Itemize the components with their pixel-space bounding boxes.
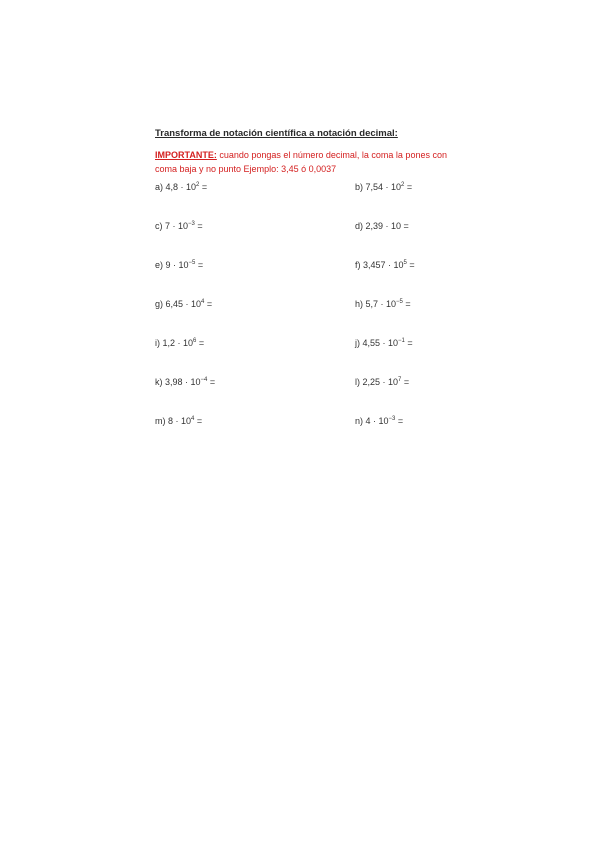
exercise-equals: =: [204, 299, 213, 309]
exercise-equals: =: [402, 299, 411, 309]
exercise-item: [355, 221, 409, 231]
exercise-label: m): [155, 416, 168, 426]
exercise-equals: =: [199, 182, 208, 192]
exercise-equals: =: [406, 260, 415, 270]
exercise-exponent: 6: [193, 338, 197, 344]
exercise-label: e): [155, 260, 166, 270]
exercise-item: [155, 299, 212, 309]
exercise-base: 7 · 10: [165, 221, 189, 231]
exercise-base: 5,7 · 10: [365, 299, 397, 309]
exercise-item: [355, 416, 403, 426]
exercise-item: [155, 182, 207, 192]
exercise-exponent: 2: [401, 182, 405, 188]
exercise-exponent: 2: [196, 182, 200, 188]
exercise-base: 7,54 · 10: [365, 182, 402, 192]
exercise-equals: =: [404, 338, 413, 348]
exercise-base: 4 · 10: [365, 416, 389, 426]
exercise-base: 4,8 · 10: [165, 182, 197, 192]
exercise-label: g): [155, 299, 166, 309]
exercise-label: j): [355, 338, 363, 348]
exercise-base: 1,2 · 10: [162, 338, 194, 348]
exercise-exponent: −4: [200, 377, 208, 383]
exercise-base: 6,45 · 10: [165, 299, 202, 309]
exercise-item: [355, 260, 415, 270]
exercise-item: [155, 221, 203, 231]
exercise-exponent: −1: [398, 338, 405, 344]
important-keyword: IMPORTANTE:: [155, 150, 217, 160]
exercise-exponent: 4: [191, 416, 195, 422]
exercise-exponent: 5: [403, 260, 407, 266]
exercise-item: [355, 377, 409, 387]
exercise-base: 4,55 · 10: [362, 338, 399, 348]
exercise-label: f): [355, 260, 363, 270]
exercise-label: k): [155, 377, 165, 387]
exercise-equals: =: [395, 416, 404, 426]
exercise-exponent: −3: [388, 416, 396, 422]
exercise-equals: =: [194, 221, 203, 231]
important-text: cuando pongas el número decimal, la coma la pones con coma baja y no punto Ejemplo: 3,45 ó 0,0037: [155, 150, 447, 174]
exercise-label: c): [155, 221, 165, 231]
exercise-label: d): [355, 221, 366, 231]
exercise-equals: =: [195, 260, 204, 270]
exercise-base: 3,457 · 10: [363, 260, 404, 270]
exercise-equals: =: [401, 377, 410, 387]
exercise-label: l): [355, 377, 363, 387]
important-note: [155, 148, 455, 176]
worksheet-title: Transforma de notación científica a notación decimal:: [155, 128, 398, 139]
exercise-item: [155, 260, 203, 270]
exercise-equals: =: [404, 182, 413, 192]
exercise-equals: =: [401, 221, 409, 231]
exercise-exponent: 4: [201, 299, 205, 305]
exercise-item: [155, 377, 215, 387]
exercise-item: [355, 182, 412, 192]
exercise-base: 2,25 · 10: [362, 377, 399, 387]
exercise-equals: =: [194, 416, 203, 426]
exercise-base: 8 · 10: [168, 416, 192, 426]
exercise-label: i): [155, 338, 163, 348]
exercise-exponent: −3: [188, 221, 195, 227]
exercise-exponent: −5: [396, 299, 403, 305]
exercise-exponent: 7: [398, 377, 402, 383]
exercise-base: 3,98 · 10: [165, 377, 201, 387]
exercise-item: [155, 338, 204, 348]
exercise-label: b): [355, 182, 366, 192]
exercise-label: n): [355, 416, 366, 426]
exercise-label: a): [155, 182, 166, 192]
exercise-item: [355, 338, 413, 348]
exercise-base: 2,39 · 10: [365, 221, 402, 231]
exercise-exponent: −5: [188, 260, 196, 266]
exercise-item: [155, 416, 202, 426]
exercise-equals: =: [207, 377, 216, 387]
exercise-base: 9 · 10: [165, 260, 189, 270]
exercise-equals: =: [196, 338, 205, 348]
exercise-label: h): [355, 299, 366, 309]
exercise-item: [355, 299, 411, 309]
